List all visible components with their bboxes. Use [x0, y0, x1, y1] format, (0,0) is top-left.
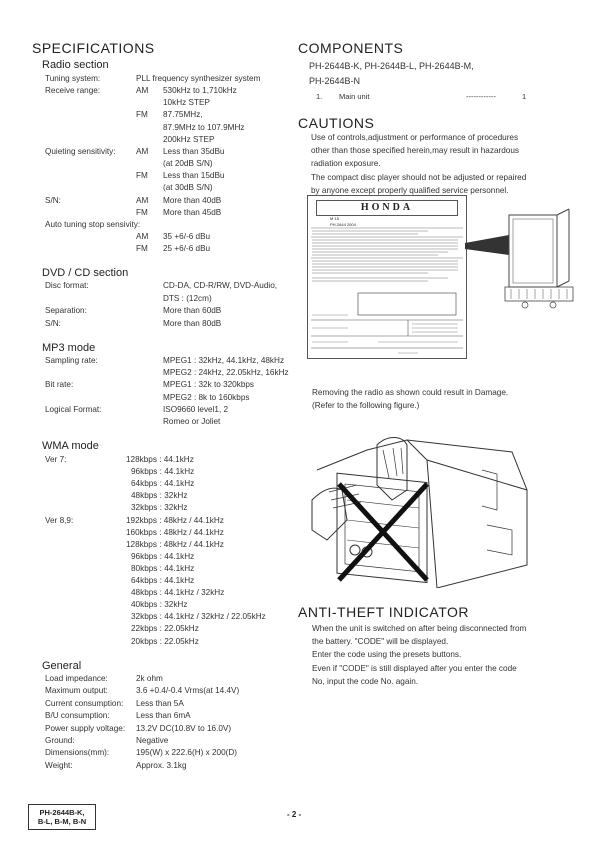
spec-value: 87.9MHz to 107.9MHz — [163, 122, 245, 132]
spec-band: AM — [136, 146, 149, 156]
spec-value: More than 40dB — [163, 195, 222, 205]
spec-value: 128kbps : 48kHz / 44.1kHz — [126, 539, 224, 549]
antitheft-line: No, input the code No. again. — [312, 676, 419, 686]
antitheft-line: the battery. "CODE" will be displayed. — [312, 637, 449, 647]
spec-label: S/N: — [45, 318, 61, 328]
radio-section-heading: Radio section — [42, 59, 109, 71]
spec-value: Romeo or Joliet — [163, 417, 221, 426]
spec-value: ISO9660 level1, 2 — [163, 404, 229, 414]
spec-band: FM — [136, 207, 148, 217]
component-item-dashes: ------------ — [466, 92, 496, 101]
spec-label: Sampling rate: — [45, 356, 98, 365]
spec-band: FM — [136, 171, 148, 181]
spec-value: Less than 5A — [136, 698, 184, 708]
spec-value: More than 60dB — [163, 306, 222, 315]
component-item-number: 1. — [316, 92, 323, 101]
spec-label: Load impedance: — [45, 674, 108, 683]
footer-model-line2: B-L, B-M, B-N — [37, 817, 87, 826]
cautions-title: CAUTIONS — [298, 115, 375, 131]
components-title: COMPONENTS — [298, 40, 404, 56]
spec-value: 80kbps : 44.1kHz — [131, 563, 195, 573]
antitheft-line: Even if "CODE" is still displayed after you enter the code — [312, 663, 517, 673]
label-sub1: M 15 — [330, 216, 339, 221]
cautions-line: by anyone except properly qualified service personnel. — [311, 185, 509, 195]
spec-label: Current consumption: — [45, 698, 124, 708]
spec-value: (at 20dB S/N) — [163, 159, 213, 169]
spec-value: 64kbps : 44.1kHz — [131, 479, 195, 489]
spec-label: Receive range: — [45, 86, 101, 96]
general-section-heading: General — [42, 660, 82, 672]
components-models-line2: PH-2644B-N — [309, 76, 361, 86]
spec-value: 530kHz to 1,710kHz — [163, 86, 237, 96]
spec-label: Power supply voltage: — [45, 723, 126, 733]
antitheft-line: Enter the code using the presets buttons. — [312, 650, 462, 660]
damage-note-line: (Refer to the following figure.) — [312, 401, 420, 411]
spec-value: 48kbps : 44.1kHz / 32kHz — [131, 588, 225, 598]
damage-note — [312, 386, 572, 412]
spec-value: MPEG2 : 24kHz, 22.05kHz, 16kHz — [163, 368, 289, 378]
cautions-line: Use of controls,adjustment or performance of procedures — [311, 133, 519, 142]
removal-warning-figure — [307, 430, 529, 588]
radio-unit-drawing — [465, 205, 580, 315]
spec-value: MPEG2 : 8k to 160kbps — [163, 392, 250, 402]
spec-band: AM — [136, 86, 149, 96]
antitheft-text — [312, 622, 572, 688]
spec-label: Tuning system: — [45, 74, 101, 83]
spec-value: 87.75MHz, — [163, 110, 203, 120]
spec-label: Maximum output: — [45, 686, 108, 696]
page-number: - 2 - — [287, 810, 302, 819]
spec-value: PLL frequency synthesizer system — [136, 74, 261, 83]
spec-label: Logical Format: — [45, 404, 102, 414]
spec-value: 160kbps : 48kHz / 44.1kHz — [126, 527, 224, 537]
spec-value: 128kbps : 44.1kHz — [126, 455, 194, 464]
spec-value: (at 30dB S/N) — [163, 183, 213, 193]
spec-value: Less than 6mA — [136, 711, 191, 721]
spec-value: MPEG1 : 32k to 320kbps — [163, 380, 255, 390]
specifications-title: SPECIFICATIONS — [32, 40, 155, 56]
spec-label: Ver 8,9: — [45, 515, 74, 525]
antitheft-title: ANTI-THEFT INDICATOR — [298, 604, 469, 620]
spec-value: 20kbps : 22.05kHz — [131, 636, 199, 646]
spec-label: S/N: — [45, 195, 61, 205]
mp3-section-heading: MP3 mode — [42, 342, 96, 354]
label-sub2: PH-2644 2004 — [330, 222, 356, 227]
antitheft-line: When the unit is switched on after being disconnected from — [312, 624, 527, 633]
spec-value: 40kbps : 32kHz — [131, 600, 188, 610]
spec-value: 22kbps : 22.05kHz — [131, 624, 199, 634]
spec-label: Ground: — [45, 736, 75, 745]
spec-value: 96kbps : 44.1kHz — [131, 467, 195, 477]
spec-label: Weight: — [45, 760, 73, 770]
spec-value: 195(W) x 222.6(H) x 200(D) — [136, 748, 238, 758]
spec-value: 13.2V DC(10.8V to 16.0V) — [136, 723, 232, 733]
spec-value: 3.6 +0.4/-0.4 Vrms(at 14.4V) — [136, 686, 240, 696]
spec-label: Disc format: — [45, 281, 89, 290]
spec-band: AM — [136, 231, 149, 241]
caution-label-image — [307, 195, 467, 359]
spec-value: MPEG1 : 32kHz, 44.1kHz, 48kHz — [163, 356, 285, 365]
spec-value: 35 +6/-6 dBu — [163, 231, 211, 241]
spec-value: Negative — [136, 736, 169, 745]
spec-band: FM — [136, 244, 148, 254]
dvd-section-heading: DVD / CD section — [42, 267, 129, 279]
label-brand: HONDA — [316, 200, 458, 216]
spec-value: CD-DA, CD-R/RW, DVD-Audio, — [163, 281, 278, 290]
spec-value: Less than 15dBu — [163, 171, 225, 181]
spec-value: 64kbps : 44.1kHz — [131, 576, 195, 585]
spec-value: 200kHz STEP — [163, 134, 215, 144]
spec-label: Auto tuning stop sensivity: — [45, 219, 141, 229]
spec-value: DTS : (12cm) — [163, 293, 212, 303]
spec-label: Dimensions(mm): — [45, 748, 110, 758]
spec-value: Less than 35dBu — [163, 146, 225, 156]
spec-label: Ver 7: — [45, 455, 67, 464]
footer-model-line1: PH-2644B-K, — [39, 808, 85, 817]
cautions-line: other than those specified herein,may result in hazardous — [311, 146, 519, 156]
cautions-line: radiation exposure. — [311, 159, 381, 169]
component-item-name: Main unit — [339, 92, 370, 101]
cautions-line: The compact disc player should not be adjusted or repaired — [311, 172, 527, 182]
spec-label: Separation: — [45, 306, 87, 315]
spec-value: 48kbps : 32kHz — [131, 491, 188, 501]
cautions-text — [311, 131, 571, 197]
label-fine-print — [308, 196, 466, 358]
spec-band: AM — [136, 195, 149, 205]
spec-value: 192kbps : 48kHz / 44.1kHz — [126, 515, 224, 525]
spec-value: 96kbps : 44.1kHz — [131, 551, 195, 561]
spec-label: B/U consumption: — [45, 711, 110, 721]
footer-model-box — [28, 804, 96, 830]
spec-value: More than 80dB — [163, 318, 222, 328]
spec-value: 2k ohm — [136, 674, 163, 683]
component-item-qty: 1 — [522, 92, 527, 101]
spec-value: More than 45dB — [163, 207, 222, 217]
spec-band: FM — [136, 110, 148, 120]
damage-note-line: Removing the radio as shown could result in Damage. — [312, 388, 509, 397]
spec-value: 32kbps : 44.1kHz / 32kHz / 22.05kHz — [131, 612, 266, 622]
spec-value: 32kbps : 32kHz — [131, 503, 188, 513]
spec-value: Approx. 3.1kg — [136, 760, 187, 770]
spec-value: 10kHz STEP — [163, 98, 210, 108]
spec-value: 25 +6/-6 dBu — [163, 244, 211, 254]
spec-label: Quieting sensitivity: — [45, 146, 116, 156]
components-models-line1: PH-2644B-K, PH-2644B-L, PH-2644B-M, — [309, 61, 474, 71]
spec-label: Bit rate: — [45, 380, 74, 390]
wma-section-heading: WMA mode — [42, 440, 99, 452]
